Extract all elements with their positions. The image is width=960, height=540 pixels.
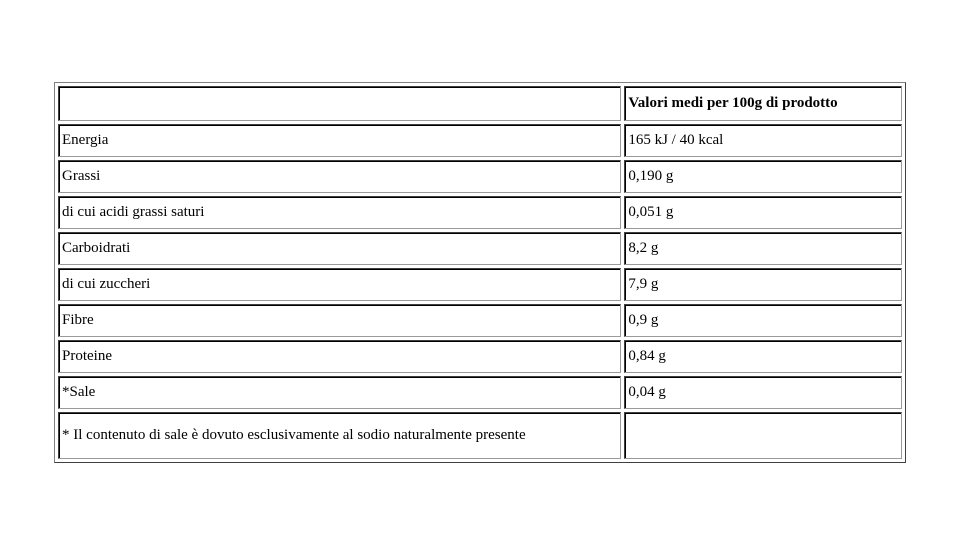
nutrient-label: Grassi <box>58 160 621 193</box>
nutrient-value: 0,9 g <box>624 304 902 337</box>
table-row <box>58 160 902 193</box>
table-row <box>58 376 902 409</box>
table-row <box>58 124 902 157</box>
nutrient-label: Energia <box>58 124 621 157</box>
table-row <box>58 304 902 337</box>
table-row <box>58 268 902 301</box>
nutrient-value: 165 kJ / 40 kcal <box>624 124 902 157</box>
header-value-cell: Valori medi per 100g di prodotto <box>624 86 902 121</box>
nutrient-value: 0,04 g <box>624 376 902 409</box>
table-row <box>58 340 902 373</box>
table-row <box>58 232 902 265</box>
nutrition-table <box>54 82 906 463</box>
table-header-row <box>58 86 902 121</box>
nutrient-label: Fibre <box>58 304 621 337</box>
nutrient-label: di cui acidi grassi saturi <box>58 196 621 229</box>
nutrient-label: di cui zuccheri <box>58 268 621 301</box>
nutrient-label: Proteine <box>58 340 621 373</box>
header-label-cell <box>58 86 621 121</box>
nutrient-label: *Sale <box>58 376 621 409</box>
nutrient-value: 8,2 g <box>624 232 902 265</box>
nutrient-value: 7,9 g <box>624 268 902 301</box>
footnote-text: * Il contenuto di sale è dovuto esclusivamente al sodio naturalmente presente <box>58 412 621 459</box>
footnote-row <box>58 412 902 459</box>
footnote-value-cell <box>624 412 902 459</box>
nutrient-value: 0,051 g <box>624 196 902 229</box>
nutrient-label: Carboidrati <box>58 232 621 265</box>
nutrient-value: 0,190 g <box>624 160 902 193</box>
table-row <box>58 196 902 229</box>
nutrient-value: 0,84 g <box>624 340 902 373</box>
